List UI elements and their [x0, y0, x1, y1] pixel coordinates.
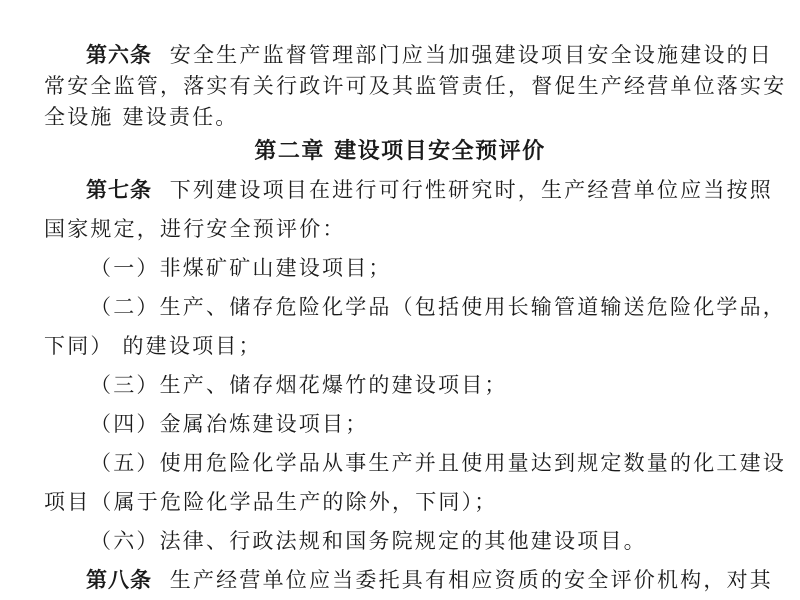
article-6-text-1: 安全生产监督管理部门应当加强建设项目安全设施建设的日 [169, 43, 773, 67]
article-8-label: 第八条 [86, 568, 152, 592]
article-6-line-3: 全设施 建设责任。 [44, 105, 239, 129]
list-item-5-continued: 项目（属于危险化学品生产的除外，下同）； [44, 490, 498, 514]
list-item-5: （五）使用危险化学品从事生产并且使用量达到规定数量的化工建设 [90, 451, 786, 475]
article-8-text-1: 生产经营单位应当委托具有相应资质的安全评价机构，对其 [169, 568, 773, 592]
chapter-2-heading: 第二章 建设项目安全预评价 [254, 139, 546, 164]
article-8-line-1 [44, 565, 773, 596]
list-item-1: （一）非煤矿矿山建设项目； [90, 256, 392, 280]
list-item-3: （三）生产、储存烟花爆竹的建设项目； [90, 373, 508, 397]
article-7-line-2: 国家规定，进行安全预评价： [44, 217, 346, 241]
list-item-2: （二）生产、储存危险化学品（包括使用长输管道输送危险化学品， [90, 295, 786, 319]
article-7-label: 第七条 [86, 178, 152, 202]
article-6-line-2: 常安全监管，落实有关行政许可及其监管责任，督促生产经营单位落实安 [44, 74, 787, 98]
article-7-line-1 [44, 175, 773, 206]
article-6-label: 第六条 [86, 43, 152, 67]
list-item-6: （六）法律、行政法规和国务院规定的其他建设项目。 [90, 529, 647, 553]
article-6-line-1 [44, 40, 773, 71]
article-7-text-1: 下列建设项目在进行可行性研究时，生产经营单位应当按照 [169, 178, 773, 202]
list-item-4: （四）金属冶炼建设项目； [90, 412, 369, 436]
list-item-2-continued: 下同） 的建设项目； [44, 334, 262, 358]
